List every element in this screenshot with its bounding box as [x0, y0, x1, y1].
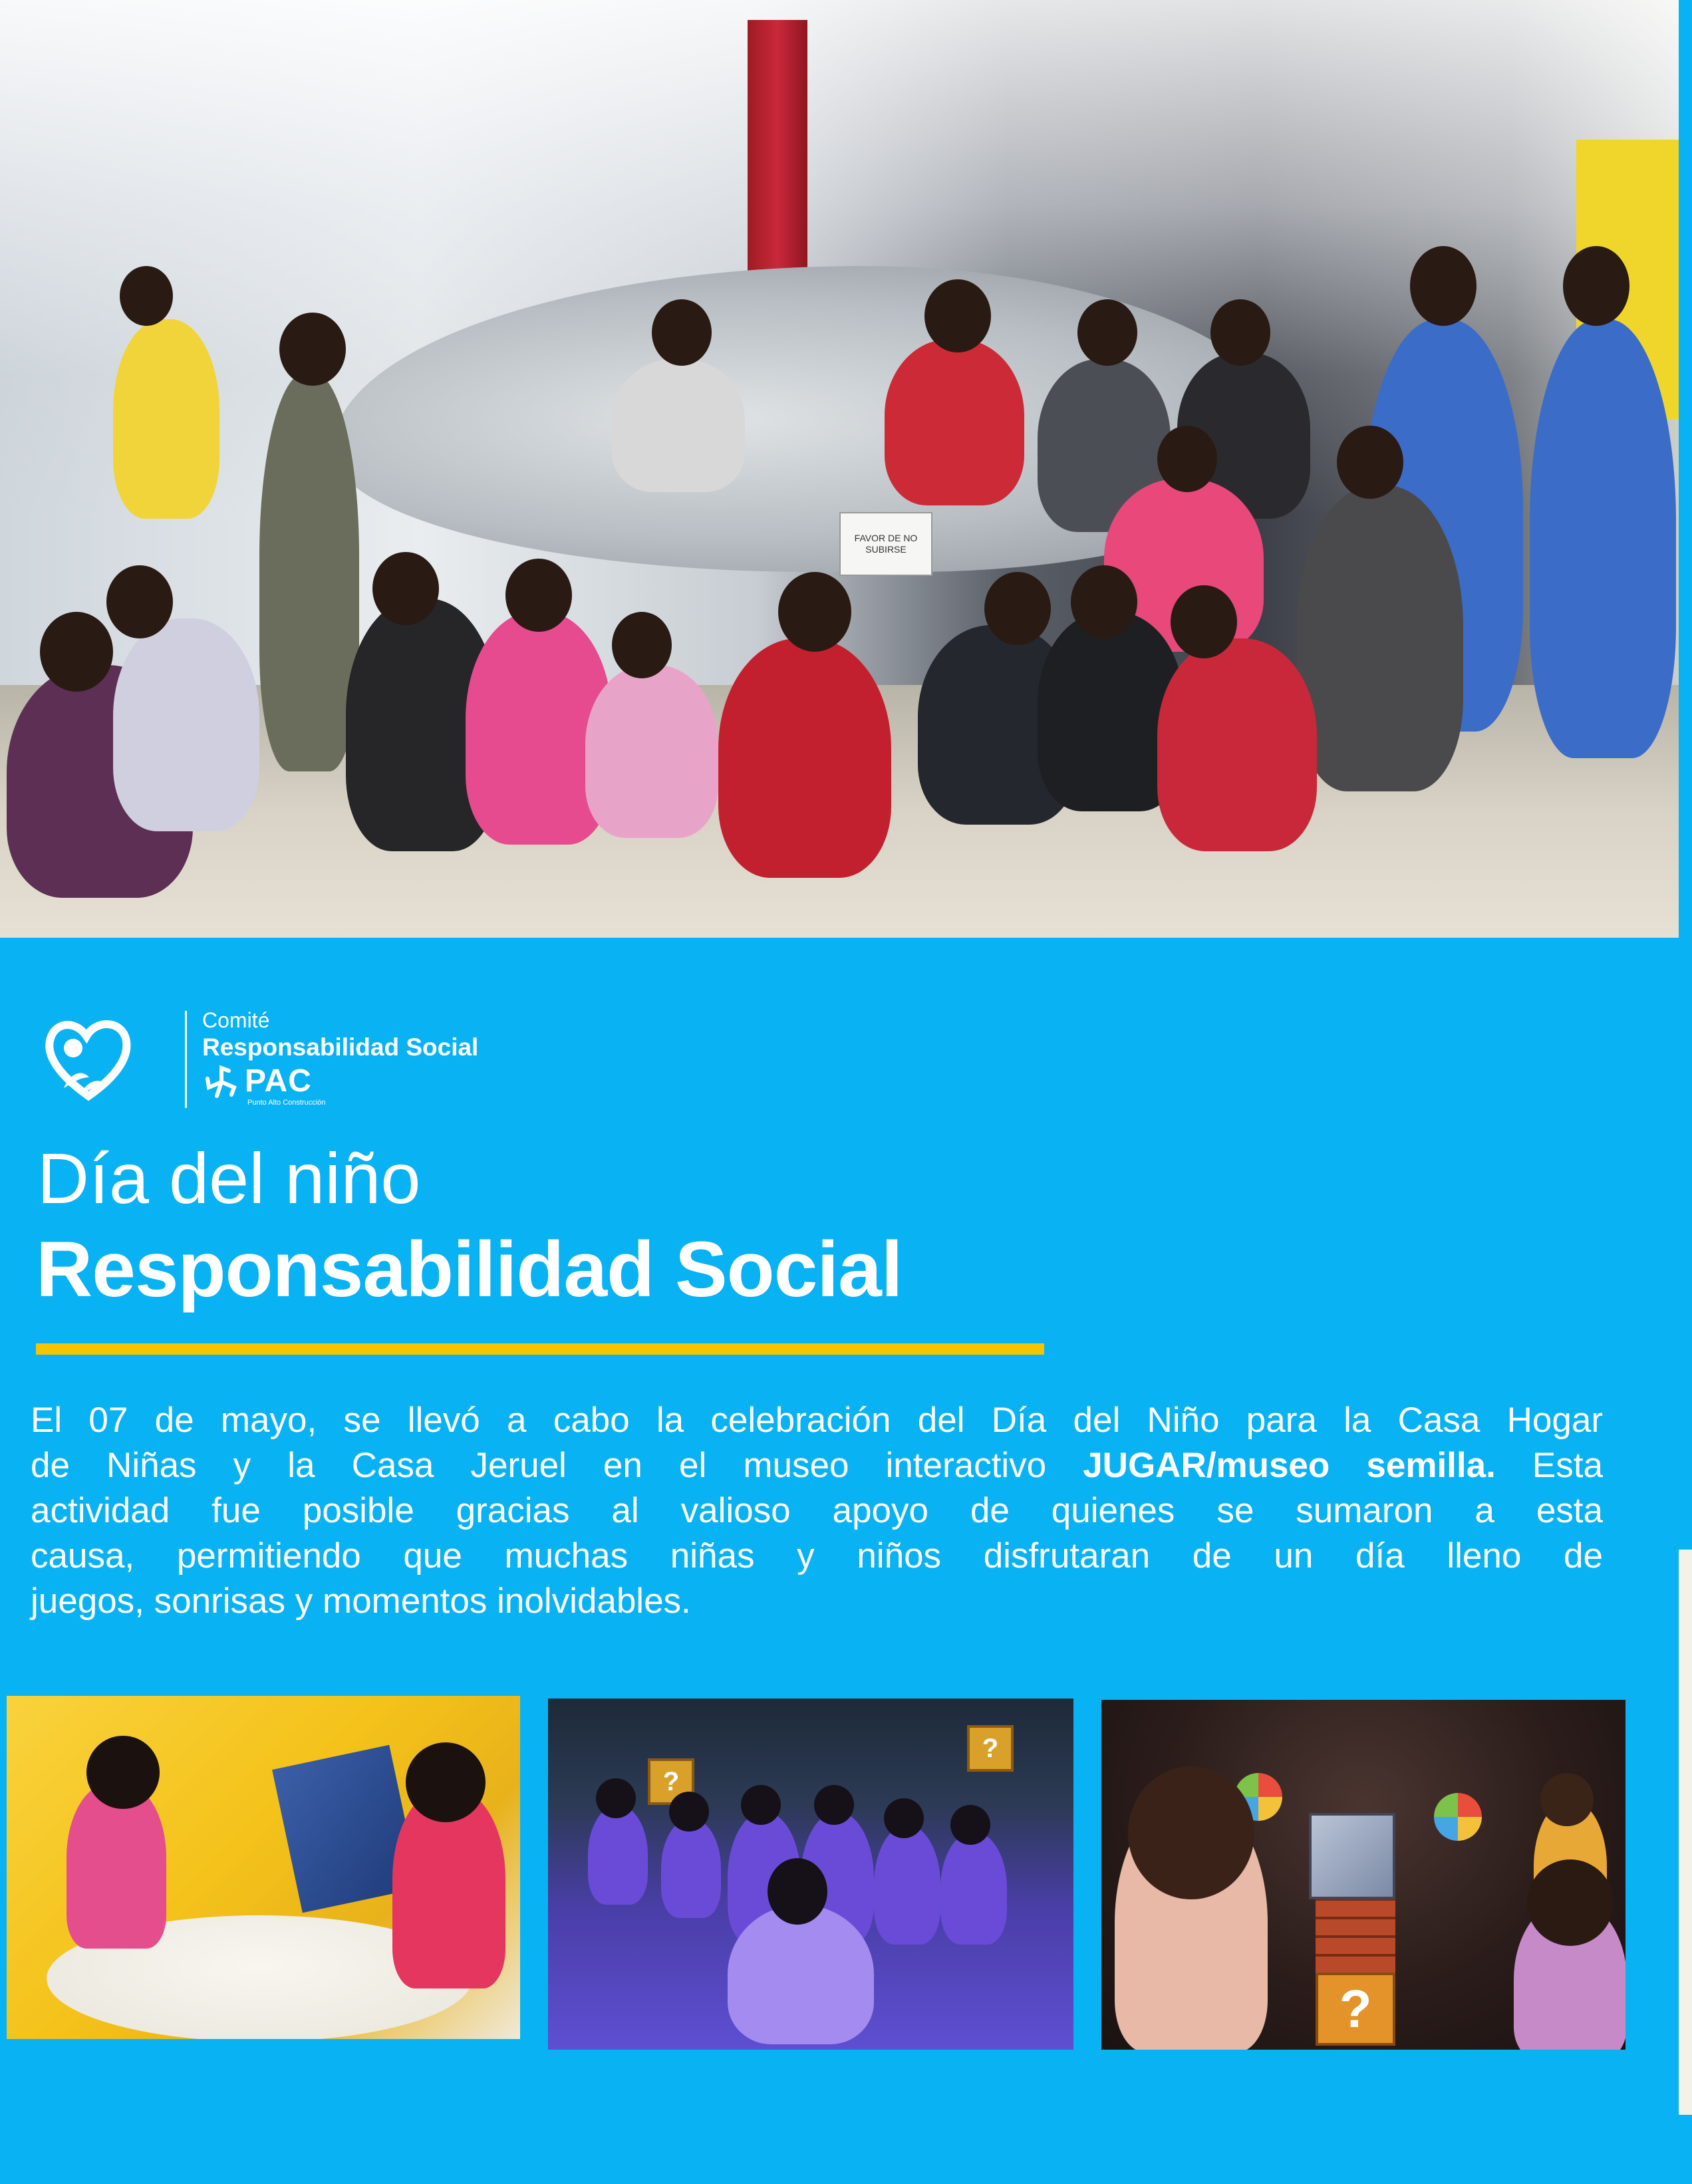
- person: [1530, 319, 1676, 758]
- child-head: [1540, 1773, 1594, 1826]
- person-head: [1410, 246, 1477, 326]
- pac-brand: PAC: [245, 1063, 312, 1099]
- child: [661, 1818, 721, 1918]
- sign-line-2: SUBIRSE: [865, 544, 907, 555]
- person-head: [1071, 565, 1137, 638]
- child: [728, 1905, 874, 2044]
- do-not-climb-sign: [839, 512, 932, 576]
- photo-game-exhibit: [1101, 1700, 1625, 2050]
- question-block: ?: [648, 1758, 694, 1805]
- child-head: [950, 1805, 990, 1845]
- child-head: [86, 1736, 160, 1809]
- logo-line-1: Comité: [202, 1008, 270, 1032]
- child: [940, 1832, 1007, 1945]
- person-head: [612, 612, 672, 678]
- person: [259, 372, 359, 771]
- person: [1157, 638, 1317, 851]
- question-block: ?: [967, 1725, 1014, 1772]
- child-head: [814, 1785, 854, 1825]
- person: [113, 618, 259, 831]
- person-head: [1210, 299, 1270, 366]
- person-head: [1157, 426, 1217, 492]
- photo-group-seated: [548, 1699, 1073, 2050]
- person-head: [40, 612, 113, 692]
- person-head: [778, 572, 851, 652]
- logo-line-2: Responsabilidad Social: [202, 1033, 479, 1061]
- child-head: [741, 1785, 781, 1825]
- page-edge: [1679, 0, 1692, 1550]
- child-head: [406, 1742, 486, 1822]
- body-line: [31, 1443, 1603, 1488]
- heart-hands-icon: [39, 1008, 138, 1108]
- brick-block: [1316, 1899, 1395, 1973]
- photo-reading-girls: [7, 1696, 520, 2039]
- pac-subtitle: Punto Alto Construcción: [247, 1099, 326, 1107]
- person: [585, 665, 718, 838]
- person: [113, 319, 219, 519]
- child-head: [1128, 1766, 1254, 1899]
- sign-line-1: FAVOR DE NO: [854, 533, 918, 544]
- question-block: ?: [1316, 1973, 1395, 2046]
- person-head: [924, 279, 991, 352]
- person-head: [279, 313, 346, 386]
- person-head: [505, 559, 572, 632]
- person-head: [372, 552, 439, 625]
- page-edge-light: [1679, 1550, 1692, 2115]
- person: [1297, 485, 1463, 791]
- child: [874, 1825, 940, 1945]
- child-head: [884, 1798, 924, 1838]
- person-head: [1337, 426, 1403, 499]
- body-paragraph: [31, 1398, 1603, 1624]
- person-head: [106, 565, 173, 638]
- wheel: [1434, 1793, 1482, 1841]
- child-head: [1527, 1859, 1614, 1946]
- body-line: causa, permitiendo que muchas niñas y niños disfrutaran de un día lleno de: [31, 1536, 1603, 1575]
- person: [718, 638, 891, 878]
- body-line: El 07 de mayo, se llevó a cabo la celebración del Día del Niño para la Casa Hogar: [31, 1401, 1603, 1440]
- person-head: [1077, 299, 1137, 366]
- body-line: actividad fue posible gracias al valioso apoyo de quienes se sumaron a esta: [31, 1491, 1603, 1530]
- person-head: [652, 299, 712, 366]
- page-subtitle: Responsabilidad Social: [36, 1226, 903, 1313]
- accent-rule: [36, 1343, 1044, 1355]
- page-title: Día del niño: [37, 1138, 421, 1218]
- body-line: juegos, sonrisas y momentos inolvidables.: [31, 1581, 691, 1621]
- child-head: [596, 1778, 636, 1818]
- pac-pinwheel-icon: [202, 1064, 241, 1100]
- person-head: [984, 572, 1051, 645]
- logo-divider: [185, 1011, 187, 1108]
- committee-logo: [39, 1008, 479, 1108]
- child-head: [768, 1858, 827, 1925]
- person-head: [1563, 246, 1629, 326]
- person-head: [1171, 585, 1237, 658]
- museum-name: JUGAR/museo semilla.: [1083, 1446, 1496, 1485]
- hero-photo: [0, 0, 1679, 938]
- person-head: [120, 266, 173, 326]
- body-text-segment: Esta: [1495, 1446, 1603, 1485]
- person: [612, 359, 745, 492]
- child-head: [669, 1792, 709, 1832]
- child: [588, 1805, 648, 1905]
- person: [885, 339, 1024, 505]
- thwomp-block: [1309, 1813, 1395, 1899]
- body-text-segment: de Niñas y la Casa Jeruel en el museo interactivo: [31, 1446, 1083, 1485]
